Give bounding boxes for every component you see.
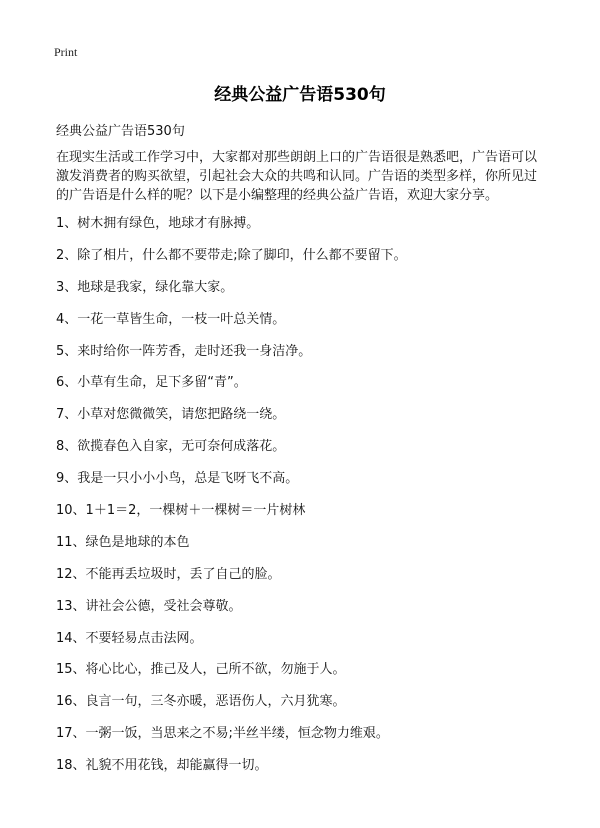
list-item: 4、一花一草皆生命，一枝一叶总关情。	[56, 311, 286, 327]
list-item: 8、欲揽春色入自家，无可奈何成落花。	[56, 439, 286, 455]
intro-paragraph: 在现实生活或工作学习中，大家都对那些朗朗上口的广告语很是熟悉吧，广告语可以激发消费者的购买欲望，引起社会大众的共鸣和认同。广告语的类型多样，你所见过的广告语是什么样的呢？以下是小编整理的经典公益广告语，欢迎大家分享。	[56, 150, 538, 203]
slogan-list	[56, 214, 556, 788]
list-item: 2、除了相片，什么都不要带走;除了脚印，什么都不要留下。	[56, 247, 407, 263]
print-label: Print	[54, 45, 78, 59]
list-item: 10、1＋1＝2，一棵树＋一棵树＝一片树林	[56, 503, 306, 519]
list-item: 13、讲社会公德，受社会尊敬。	[56, 598, 242, 614]
document-subtitle: 经典公益广告语530句	[56, 124, 185, 139]
list-item: 3、地球是我家，绿化靠大家。	[56, 279, 234, 295]
list-item: 7、小草对您微微笑，请您把路绕一绕。	[56, 407, 286, 423]
list-item: 18、礼貌不用花钱，却能赢得一切。	[56, 758, 268, 774]
list-item: 6、小草有生命，足下多留“青”。	[56, 375, 247, 391]
list-item: 5、来时给你一阵芳香，走时还我一身洁净。	[56, 343, 312, 359]
list-item: 15、将心比心，推己及人，己所不欲，勿施于人。	[56, 662, 346, 678]
list-item: 9、我是一只小小小鸟，总是飞呀飞不高。	[56, 471, 299, 487]
list-item: 17、一粥一饭，当思来之不易;半丝半缕，恒念物力维艰。	[56, 726, 389, 742]
list-item: 12、不能再丢垃圾时，丢了自己的脸。	[56, 566, 281, 582]
list-item: 16、良言一句，三冬亦暖，恶语伤人，六月犹寒。	[56, 694, 346, 710]
list-item: 11、绿色是地球的本色	[56, 534, 190, 550]
list-item: 14、不要轻易点击法网。	[56, 630, 203, 646]
list-item: 1、树木拥有绿色，地球才有脉搏。	[56, 216, 260, 231]
document-title: 经典公益广告语530句	[214, 85, 386, 105]
